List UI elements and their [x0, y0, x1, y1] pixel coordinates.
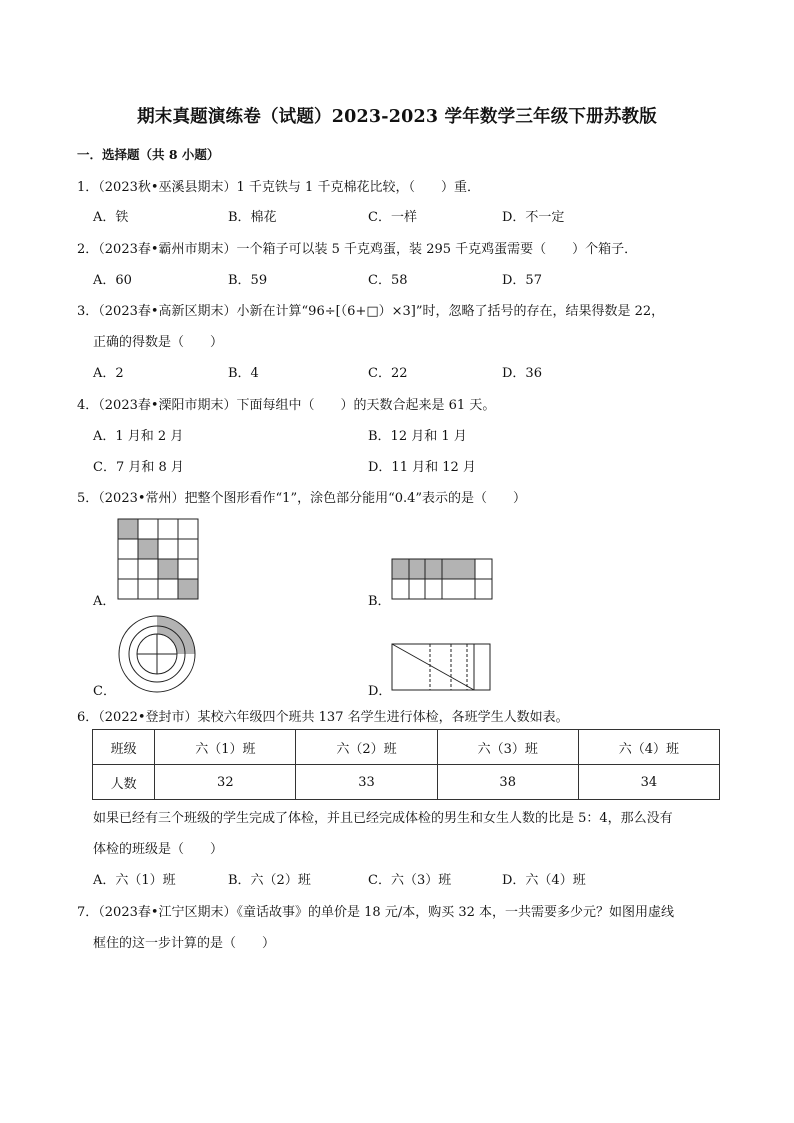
table-cell: 33	[296, 765, 437, 800]
q3-option-c: C．22	[368, 366, 408, 381]
class-size-table	[92, 729, 720, 800]
q1-option-b: B．棉花	[228, 210, 277, 225]
q5-option-b: B．	[368, 594, 391, 609]
q5-option-a: A．	[93, 594, 116, 609]
shaded-cell	[442, 559, 475, 579]
figure-a-grid	[118, 519, 200, 601]
table-row	[93, 765, 720, 800]
q2-option-b: B．59	[228, 273, 268, 288]
table-cell: 人数	[93, 765, 155, 800]
q3-option-d: D．36	[502, 366, 542, 381]
figure-b-strip	[392, 559, 494, 601]
question-6-text: 6．（2022•登封市）某校六年级四个班共 137 名学生进行体检，各班学生人数如表。	[77, 710, 569, 725]
q2-option-d: D．57	[502, 273, 542, 288]
shaded-cell	[158, 559, 178, 579]
q6-option-c: C．六（3）班	[368, 873, 452, 888]
figure-c-circles	[117, 614, 197, 694]
q3-option-b: B．4	[228, 366, 259, 381]
table-cell: 六（3）班	[437, 730, 578, 765]
q2-option-c: C．58	[368, 273, 408, 288]
shaded-cell	[392, 559, 442, 579]
shaded-cell	[138, 539, 158, 559]
q4-option-d: D．11 月和 12 月	[368, 460, 476, 475]
table-header-row	[93, 730, 720, 765]
q4-option-c: C．7 月和 8 月	[93, 460, 184, 475]
question-6-continuation-1: 如果已经有三个班级的学生完成了体检，并且已经完成体检的男生和女生人数的比是 5：4，那么没有	[93, 811, 673, 826]
q3-option-a: A．2	[93, 366, 124, 381]
table-cell: 六（4）班	[578, 730, 719, 765]
question-3-continuation: 正确的得数是（ ）	[93, 335, 224, 350]
q6-option-a: A．六（1）班	[93, 873, 176, 888]
q6-option-d: D．六（4）班	[502, 873, 586, 888]
question-3-text: 3．（2023春•高新区期末）小新在计算“96÷[（6+□）×3]”时，忽略了括号的存在，结果得数是 22，	[77, 304, 665, 319]
table-cell: 32	[155, 765, 296, 800]
q4-option-b: B．12 月和 1 月	[368, 429, 467, 444]
q6-option-b: B．六（2）班	[228, 873, 311, 888]
page-title: 期末真题演练卷（试题）2023-2023 学年数学三年级下册苏教版	[137, 107, 657, 127]
section-heading: 一．选择题（共 8 小题）	[77, 147, 220, 162]
table-cell: 38	[437, 765, 578, 800]
q2-option-a: A．60	[93, 273, 132, 288]
q5-option-c: C．	[93, 684, 116, 699]
question-4-text: 4．（2023春•溧阳市期末）下面每组中（ ）的天数合起来是 61 天。	[77, 398, 496, 413]
q4-option-a: A．1 月和 2 月	[93, 429, 184, 444]
question-1-text: 1．（2023秋•巫溪县期末）1 千克铁与 1 千克棉花比较，（ ）重．	[77, 180, 480, 195]
figure-d-rectangle	[392, 644, 492, 692]
shaded-cell	[118, 519, 138, 539]
q1-option-d: D．不一定	[502, 210, 565, 225]
question-7-continuation: 框住的这一步计算的是（ ）	[93, 936, 276, 951]
table-cell: 班级	[93, 730, 155, 765]
table-cell: 六（2）班	[296, 730, 437, 765]
q1-option-a: A．铁	[93, 210, 129, 225]
question-7-text: 7．（2023春•江宁区期末）《童话故事》的单价是 18 元/本，购买 32 本，一共需要多少元？如图用虚线	[77, 905, 675, 920]
shaded-cell	[178, 579, 198, 599]
table-cell: 34	[578, 765, 719, 800]
question-2-text: 2．（2023春•霸州市期末）一个箱子可以装 5 千克鸡蛋，装 295 千克鸡蛋需要（ ）个箱子．	[77, 242, 638, 257]
q5-option-d: D．	[368, 684, 392, 699]
question-5-text: 5．（2023•常州）把整个图形看作“1”，涂色部分能用“0.4”表示的是（ ）	[77, 491, 527, 506]
q1-option-c: C．一样	[368, 210, 417, 225]
question-6-continuation-2: 体检的班级是（ ）	[93, 842, 224, 857]
table-cell: 六（1）班	[155, 730, 296, 765]
